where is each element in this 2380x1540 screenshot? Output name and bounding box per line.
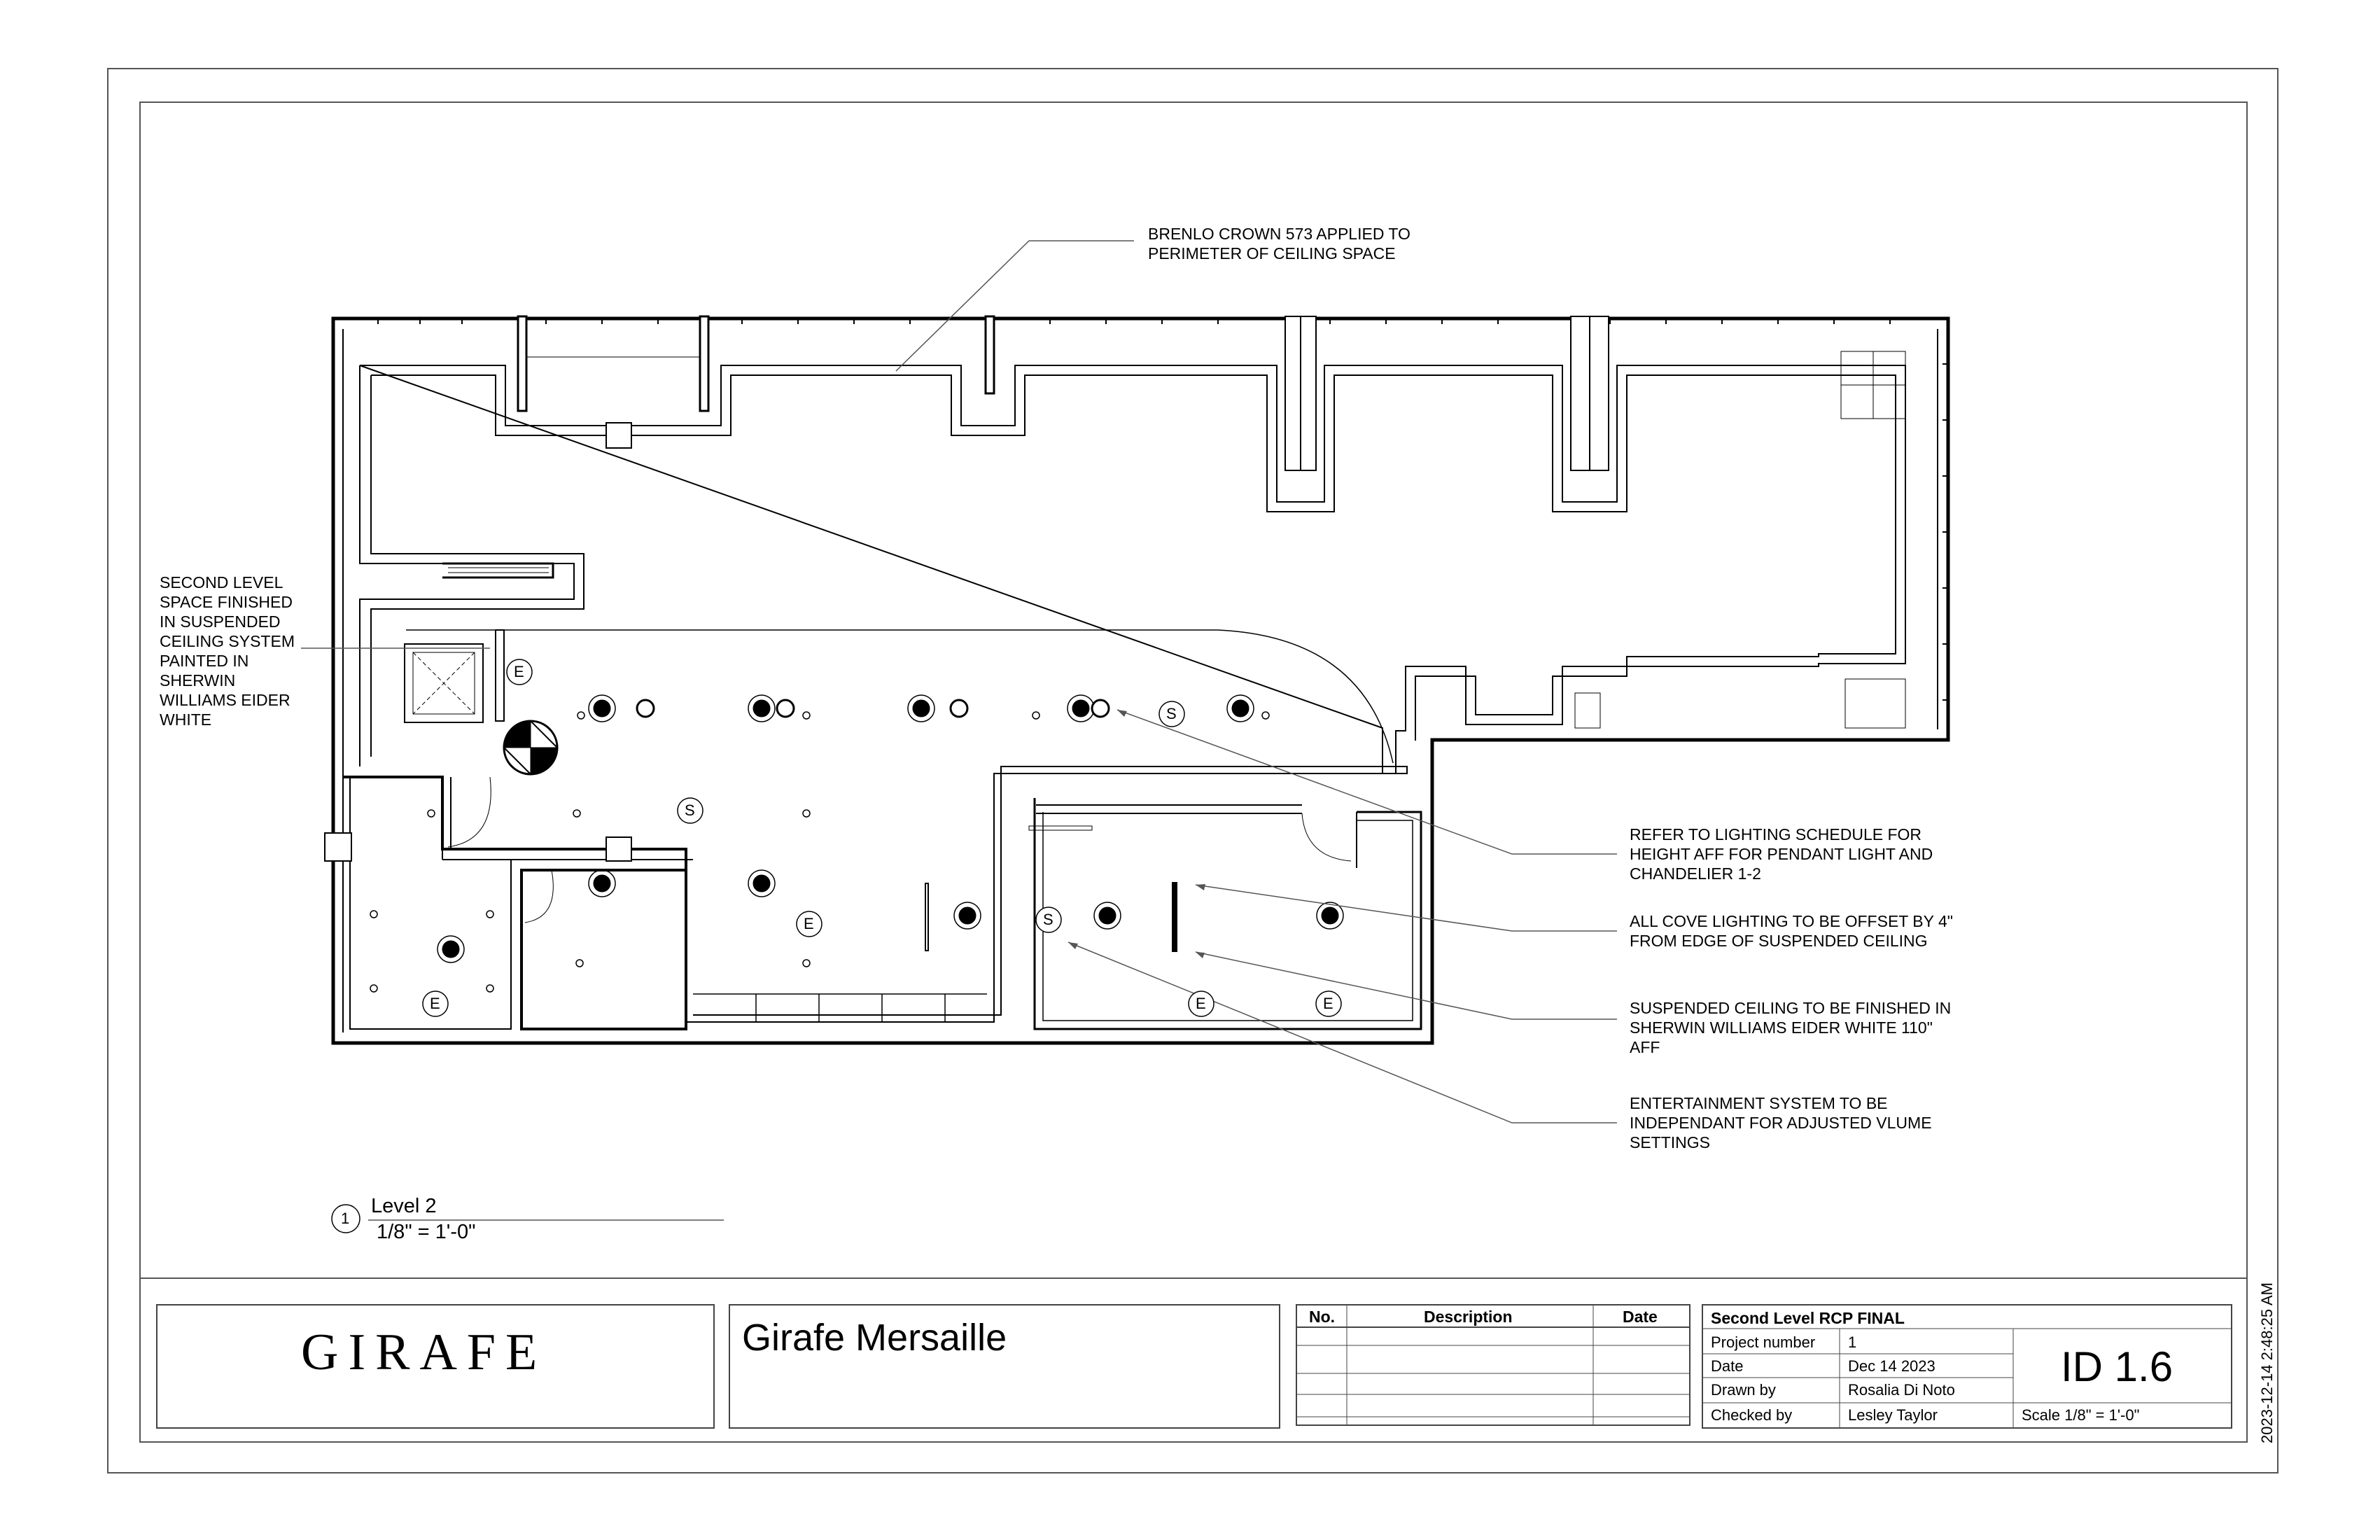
sheet-title: Second Level RCP FINAL [1711, 1309, 1905, 1327]
speaker-symbol: S [1166, 705, 1177, 722]
note-lighting-schedule: REFER TO LIGHTING SCHEDULE FOR HEIGHT AFF FOR PENDANT LIGHT AND CHANDELIER 1-2 [1630, 825, 1933, 883]
exit-symbol: E [1323, 995, 1334, 1012]
view-scale: 1/8" = 1'-0" [377, 1221, 476, 1243]
symbol-circles [423, 659, 1341, 1016]
field-value: Lesley Taylor [1848, 1406, 1938, 1424]
exit-symbol: E [514, 663, 524, 680]
rev-header-no: No. [1309, 1308, 1336, 1326]
field-value: Rosalia Di Noto [1848, 1381, 1955, 1399]
note-cove-lighting: ALL COVE LIGHTING TO BE OFFSET BY 4" FROM EDGE OF SUSPENDED CEILING [1630, 912, 1953, 950]
sheet-scale: Scale 1/8" = 1'-0" [2022, 1406, 2140, 1424]
field-label: Checked by [1711, 1406, 1793, 1424]
note-suspended-ceiling: SECOND LEVEL SPACE FINISHED IN SUSPENDED CEILING SYSTEM PAINTED IN SHERWIN WILLIAMS EIDER WHITE [160, 573, 295, 729]
sheet-number: ID 1.6 [2061, 1343, 2174, 1390]
field-label: Drawn by [1711, 1381, 1776, 1399]
field-label: Date [1711, 1357, 1744, 1375]
field-value: Dec 14 2023 [1848, 1357, 1935, 1375]
project-name: Girafe Mersaille [742, 1317, 1007, 1359]
note-ceiling-finish: SUSPENDED CEILING TO BE FINISHED IN SHERWIN WILLIAMS EIDER WHITE 110" AFF [1630, 999, 1952, 1056]
firm-logo: GIRAFE [301, 1324, 547, 1381]
note-crown-moulding: BRENLO CROWN 573 APPLIED TO PERIMETER OF CEILING SPACE [1148, 225, 1410, 262]
speaker-symbol: S [1043, 911, 1054, 928]
field-label: Project number [1711, 1334, 1816, 1351]
note-entertainment: ENTERTAINMENT SYSTEM TO BE INDEPENDANT FOR ADJUSTED VLUME SETTINGS [1630, 1094, 1932, 1152]
print-timestamp: 2023-12-14 2:48:25 AM [2258, 1282, 2276, 1443]
view-title: Level 2 [371, 1195, 437, 1217]
exit-symbol: E [430, 995, 440, 1012]
view-number: 1 [341, 1210, 350, 1227]
exit-symbol: E [804, 915, 814, 932]
rev-header-date: Date [1623, 1308, 1658, 1326]
rev-header-description: Description [1424, 1308, 1513, 1326]
exit-symbol: E [1196, 995, 1206, 1012]
field-value: 1 [1848, 1334, 1857, 1351]
outer-border [108, 69, 2278, 1473]
speaker-symbol: S [685, 802, 695, 819]
